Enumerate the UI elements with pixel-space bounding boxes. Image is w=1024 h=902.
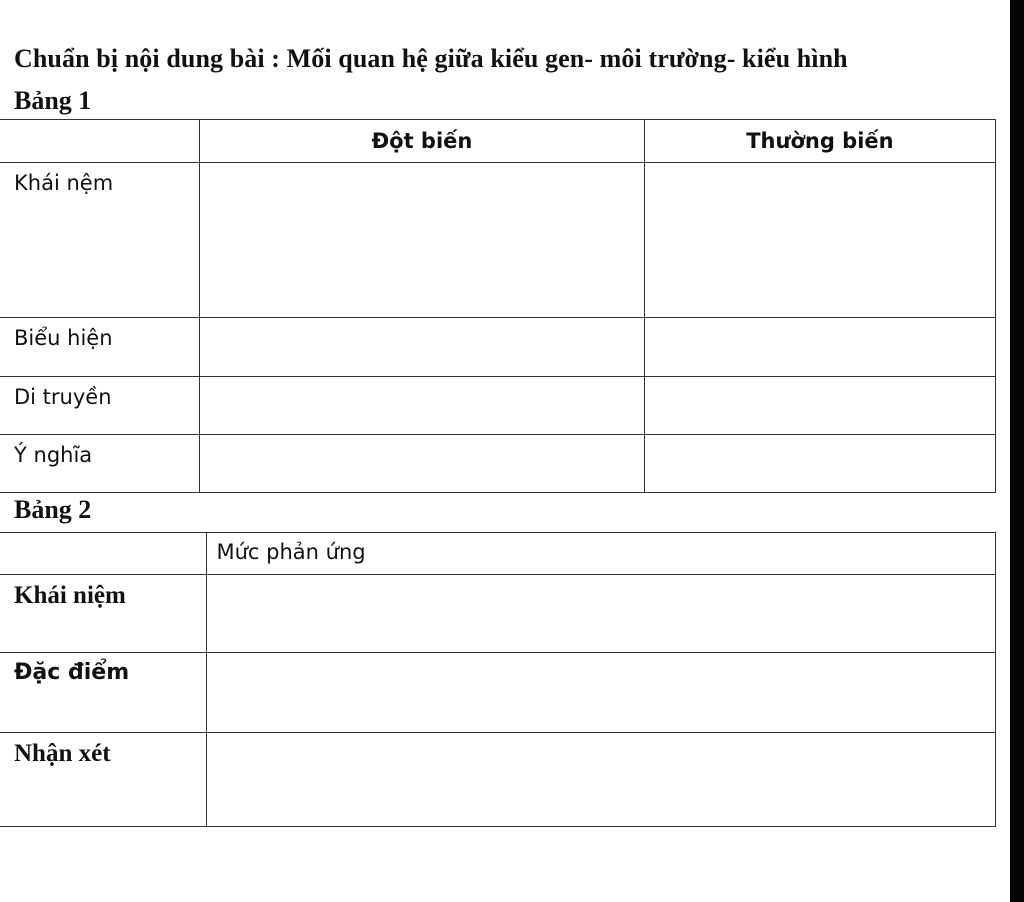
table1-row-label: Biểu hiện [0, 318, 200, 377]
right-edge-bar [1010, 0, 1024, 902]
table1-cell[interactable] [644, 435, 995, 493]
table2-row-label: Đặc điểm [0, 653, 206, 733]
table1-row-label: Ý nghĩa [0, 435, 200, 493]
comparison-table-2 [0, 532, 996, 827]
table1-corner-cell [0, 120, 200, 163]
table2-row-label: Khái niệm [0, 575, 206, 653]
table1-cell[interactable] [644, 377, 995, 435]
table-row [0, 318, 996, 377]
table1-cell[interactable] [200, 163, 645, 318]
table1-header-dot-bien: Đột biến [200, 120, 645, 163]
table1-cell[interactable] [200, 377, 645, 435]
table2-header-row [0, 533, 996, 575]
table1-cell[interactable] [200, 435, 645, 493]
table1-cell[interactable] [644, 318, 995, 377]
table-row [0, 733, 996, 827]
table1-cell[interactable] [644, 163, 995, 318]
table2-cell[interactable] [206, 733, 996, 827]
table2-cell[interactable] [206, 653, 996, 733]
table2-caption: Bảng 2 [14, 495, 92, 524]
table-row [0, 575, 996, 653]
table-row [0, 163, 996, 318]
table1-cell[interactable] [200, 318, 645, 377]
table1-header-row [0, 120, 996, 163]
comparison-table-1 [0, 119, 996, 493]
table1-caption: Bảng 1 [14, 86, 92, 115]
table-row [0, 377, 996, 435]
table1-header-thuong-bien: Thường biến [644, 120, 995, 163]
table-row [0, 435, 996, 493]
page-title: Chuẩn bị nội dung bài : Mối quan hệ giữa kiểu gen- môi trường- kiểu hình [14, 44, 848, 73]
table2-cell[interactable] [206, 575, 996, 653]
table1-row-label: Di truyền [0, 377, 200, 435]
table2-header-muc-phan-ung: Mức phản ứng [206, 533, 996, 575]
table1-row-label: Khái nệm [0, 163, 200, 318]
table2-row-label: Nhận xét [0, 733, 206, 827]
table-row [0, 653, 996, 733]
table2-corner-cell [0, 533, 206, 575]
